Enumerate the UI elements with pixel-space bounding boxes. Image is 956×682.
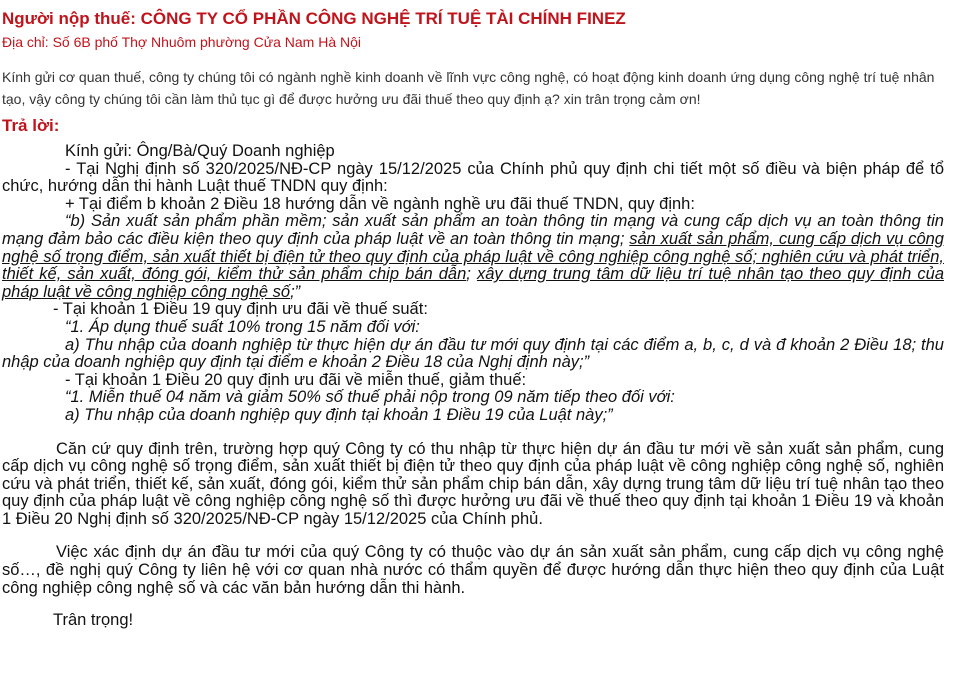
point-b-quote [2, 213, 944, 301]
decree-intro: - Tại Nghị định số 320/2025/NĐ-CP ngày 15/12/2025 của Chính phủ quy định chi tiết một số điều và biện pháp để tổ chức, hướng dẫn thi hành Luật thuế TNDN quy định: [2, 159, 944, 196]
art19-quote-1: “1. Áp dụng thuế suất 10% trong 15 năm đối với: [65, 317, 420, 336]
art19-intro: - Tại khoản 1 Điều 19 quy định ưu đãi về thuế suất: [53, 300, 428, 319]
taxpayer-address: Địa chỉ: Số 6B phố Thợ Nhuôm phường Cửa Nam Hà Nội [2, 34, 362, 50]
art19-quote-a: a) Thu nhập của doanh nghiệp từ thực hiện dự án đầu tư mới quy định tại các điểm a, b, c, d và đ khoản 2 Điều 18; thu nhập của doanh nghiệp quy định tại điểm e khoản 2 Điều 18 của Nghị định này;” [2, 335, 944, 372]
closing-line: Trân trọng! [53, 611, 134, 630]
point-b-part2: sản xuất sản phẩm, cung cấp dịch vụ công nghệ số trọng điểm, sản xuất thiết bị điện tử theo quy định của pháp luật về công nghiệp công nghệ số; nghiên cứu và phát triển, thiết kế, sản xuất, đóng gói, kiểm thử sản phẩm chip bán dẫn [2, 229, 944, 284]
point-b-part3: ; [466, 265, 477, 284]
point-b-part4: xây dựng trung tâm dữ liệu trí tuệ nhân tạo theo quy định của pháp luật về công nghiệp công nghệ số [2, 265, 945, 301]
referral-paragraph: Việc xác định dự án đầu tư mới của quý Công ty có thuộc vào dự án sản xuất sản phẩm, cung cấp dịch vụ công nghệ số…, đề nghị quý Công ty liên hệ với cơ quan nhà nước có thẩm quyền để được hướng dẫn thực hiện theo quy định của Luật công nghiệp công nghệ số và các văn bản hướng dẫn thi hành. [2, 543, 944, 597]
art20-intro: - Tại khoản 1 Điều 20 quy định ưu đãi về miễn thuế, giảm thuế: [65, 370, 527, 389]
point-b-part5: ;” [290, 282, 301, 301]
taxpayer-name: Người nộp thuế: CÔNG TY CỔ PHẦN CÔNG NGHỆ TRÍ TUỆ TÀI CHÍNH FINEZ [2, 9, 626, 28]
point-b-intro: + Tại điểm b khoản 2 Điều 18 hướng dẫn về ngành nghề ưu đãi thuế TNDN, quy định: [65, 194, 695, 213]
point-b-part1: “b) Sản xuất sản phẩm phần mềm; sản xuất sản phẩm an toàn thông tin mạng và cung cấp dịch vụ an toàn thông tin mạng đảm bảo các điều kiện theo quy định của pháp luật về an toàn thông tin mạng; [2, 212, 944, 248]
art20-quote-1: “1. Miễn thuế 04 năm và giảm 50% số thuế phải nộp trong 09 năm tiếp theo đối với: [65, 388, 675, 407]
answer-label: Trả lời: [2, 116, 60, 135]
art20-quote-a: a) Thu nhập của doanh nghiệp quy định tại khoản 1 Điều 19 của Luật này;” [65, 405, 613, 424]
answer-body [2, 143, 944, 630]
answer-greeting: Kính gửi: Ông/Bà/Quý Doanh nghiệp [65, 142, 335, 160]
question-text: Kính gửi cơ quan thuế, công ty chúng tôi có ngành nghề kinh doanh về lĩnh vực công nghệ, có hoạt động kinh doanh ứng dụng công nghệ trí tuệ nhân tạo, vậy công ty chúng tôi cần làm thủ tục gì để được hưởng ưu đãi thuế theo quy định ạ? xin trân trọng cảm ơn! [2, 69, 935, 107]
conclusion-paragraph: Căn cứ quy định trên, trường hợp quý Công ty có thu nhập từ thực hiện dự án đầu tư mới về sản xuất sản phẩm, cung cấp dịch vụ công nghệ số trọng điểm, sản xuất thiết bị điện tử theo quy định của pháp luật về công nghiệp công nghệ số, nghiên cứu và phát triển, thiết kế, sản xuất, đóng gói, kiểm thử sản phẩm chip bán dẫn, xây dựng trung tâm dữ liệu trí tuệ nhân tạo theo quy định của pháp luật về công nghiệp công nghệ số thì được hưởng ưu đãi về thuế theo quy định tại khoản 1 Điều 19 và khoản 1 Điều 20 Nghị định số 320/2025/NĐ-CP ngày 15/12/2025 của Chính phủ. [2, 439, 944, 528]
